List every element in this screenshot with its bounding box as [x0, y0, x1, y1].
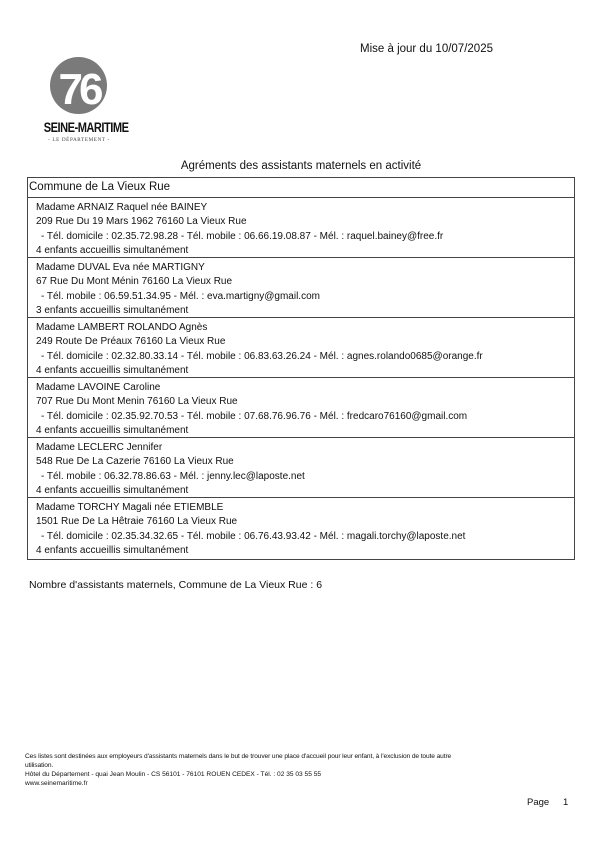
- assistant-contact: - Tél. domicile : 02.35.92.70.53 - Tél. mobile : 07.68.76.96.76 - Mél. : fredcaro76160@gmail.com: [41, 410, 468, 422]
- assistant-contact: - Tél. mobile : 06.32.78.86.63 - Mél. : jenny.lec@laposte.net: [41, 470, 305, 482]
- assistant-name: Madame LECLERC Jennifer: [36, 442, 163, 453]
- footer-website: www.seinemaritime.fr: [25, 780, 88, 787]
- seine-maritime-logo: [36, 57, 129, 147]
- page-label: Page: [527, 797, 550, 808]
- page-number: 1: [563, 797, 569, 808]
- assistant-name: Madame LAMBERT ROLANDO Agnès: [36, 322, 208, 333]
- assistant-contact: - Tél. domicile : 02.35.72.98.28 - Tél. mobile : 06.66.19.08.87 - Mél. : raquel.bainey@free.fr: [41, 230, 444, 242]
- logo-subtitle: - LE DÉPARTEMENT -: [48, 137, 110, 143]
- assistant-name: Madame TORCHY Magali née ETIEMBLE: [36, 502, 224, 513]
- assistant-capacity: 3 enfants accueillis simultanément: [36, 304, 189, 316]
- logo-number: 76: [58, 65, 100, 114]
- assistant-capacity: 4 enfants accueillis simultanément: [36, 484, 189, 496]
- footer: [25, 752, 570, 788]
- assistant-capacity: 4 enfants accueillis simultanément: [36, 364, 189, 376]
- assistant-address: 548 Rue De La Cazerie 76160 La Vieux Rue: [36, 456, 234, 468]
- assistant-name: Madame ARNAIZ Raquel née BAINEY: [36, 202, 208, 213]
- assistant-capacity: 4 enfants accueillis simultanément: [36, 544, 189, 556]
- footer-address: Hôtel du Département - quai Jean Moulin - CS 56101 - 76101 ROUEN CEDEX - Tél. : 02 35 03 55 55: [25, 771, 322, 778]
- assistant-entry: [28, 498, 574, 559]
- assistant-capacity: 4 enfants accueillis simultanément: [36, 244, 189, 256]
- assistant-entry: [28, 198, 574, 258]
- assistant-contact: - Tél. mobile : 06.59.51.34.95 - Mél. : eva.martigny@gmail.com: [41, 290, 320, 302]
- assistant-address: 249 Route De Préaux 76160 La Vieux Rue: [36, 336, 226, 348]
- footer-notice: Ces listes sont destinées aux employeurs d'assistants maternels dans le but de trouver une place d'accueil pour leur enfant, à l'exclusion de toute autre: [25, 753, 452, 760]
- assistant-entry: [28, 378, 574, 438]
- assistant-address: 67 Rue Du Mont Ménin 76160 La Vieux Rue: [36, 276, 233, 288]
- logo-emblem: [50, 57, 107, 114]
- table-title: Agréments des assistants maternels en activité: [180, 160, 422, 172]
- footer-notice-continued: utilisation.: [25, 762, 54, 769]
- assistant-contact: - Tél. domicile : 02.35.34.32.65 - Tél. mobile : 06.76.43.93.42 - Mél. : magali.torchy@laposte.net: [41, 530, 466, 542]
- assistant-capacity: 4 enfants accueillis simultanément: [36, 424, 189, 436]
- assistant-address: 1501 Rue De La Hêtraie 76160 La Vieux Rue: [36, 516, 238, 528]
- assistant-name: Madame DUVAL Eva née MARTIGNY: [36, 262, 205, 273]
- commune-heading: Commune de La Vieux Rue: [28, 178, 574, 198]
- update-date: Mise à jour du 10/07/2025: [360, 43, 493, 55]
- assistant-contact: - Tél. domicile : 02.32.80.33.14 - Tél. mobile : 06.83.63.26.24 - Mél. : agnes.rolando0685@orange.fr: [41, 350, 483, 362]
- assistant-entry: [28, 438, 574, 498]
- assistant-entry: [28, 258, 574, 318]
- assistants-count-summary: Nombre d'assistants maternels, Commune de La Vieux Rue : 6: [29, 579, 323, 591]
- assistant-name: Madame LAVOINE Caroline: [36, 382, 161, 393]
- assistant-address: 209 Rue Du 19 Mars 1962 76160 La Vieux Rue: [36, 216, 247, 228]
- assistant-address: 707 Rue Du Mont Menin 76160 La Vieux Rue: [36, 396, 238, 408]
- assistants-table: [27, 177, 575, 560]
- logo-name: SEINE-MARITIME: [43, 120, 129, 135]
- assistant-entry: [28, 318, 574, 378]
